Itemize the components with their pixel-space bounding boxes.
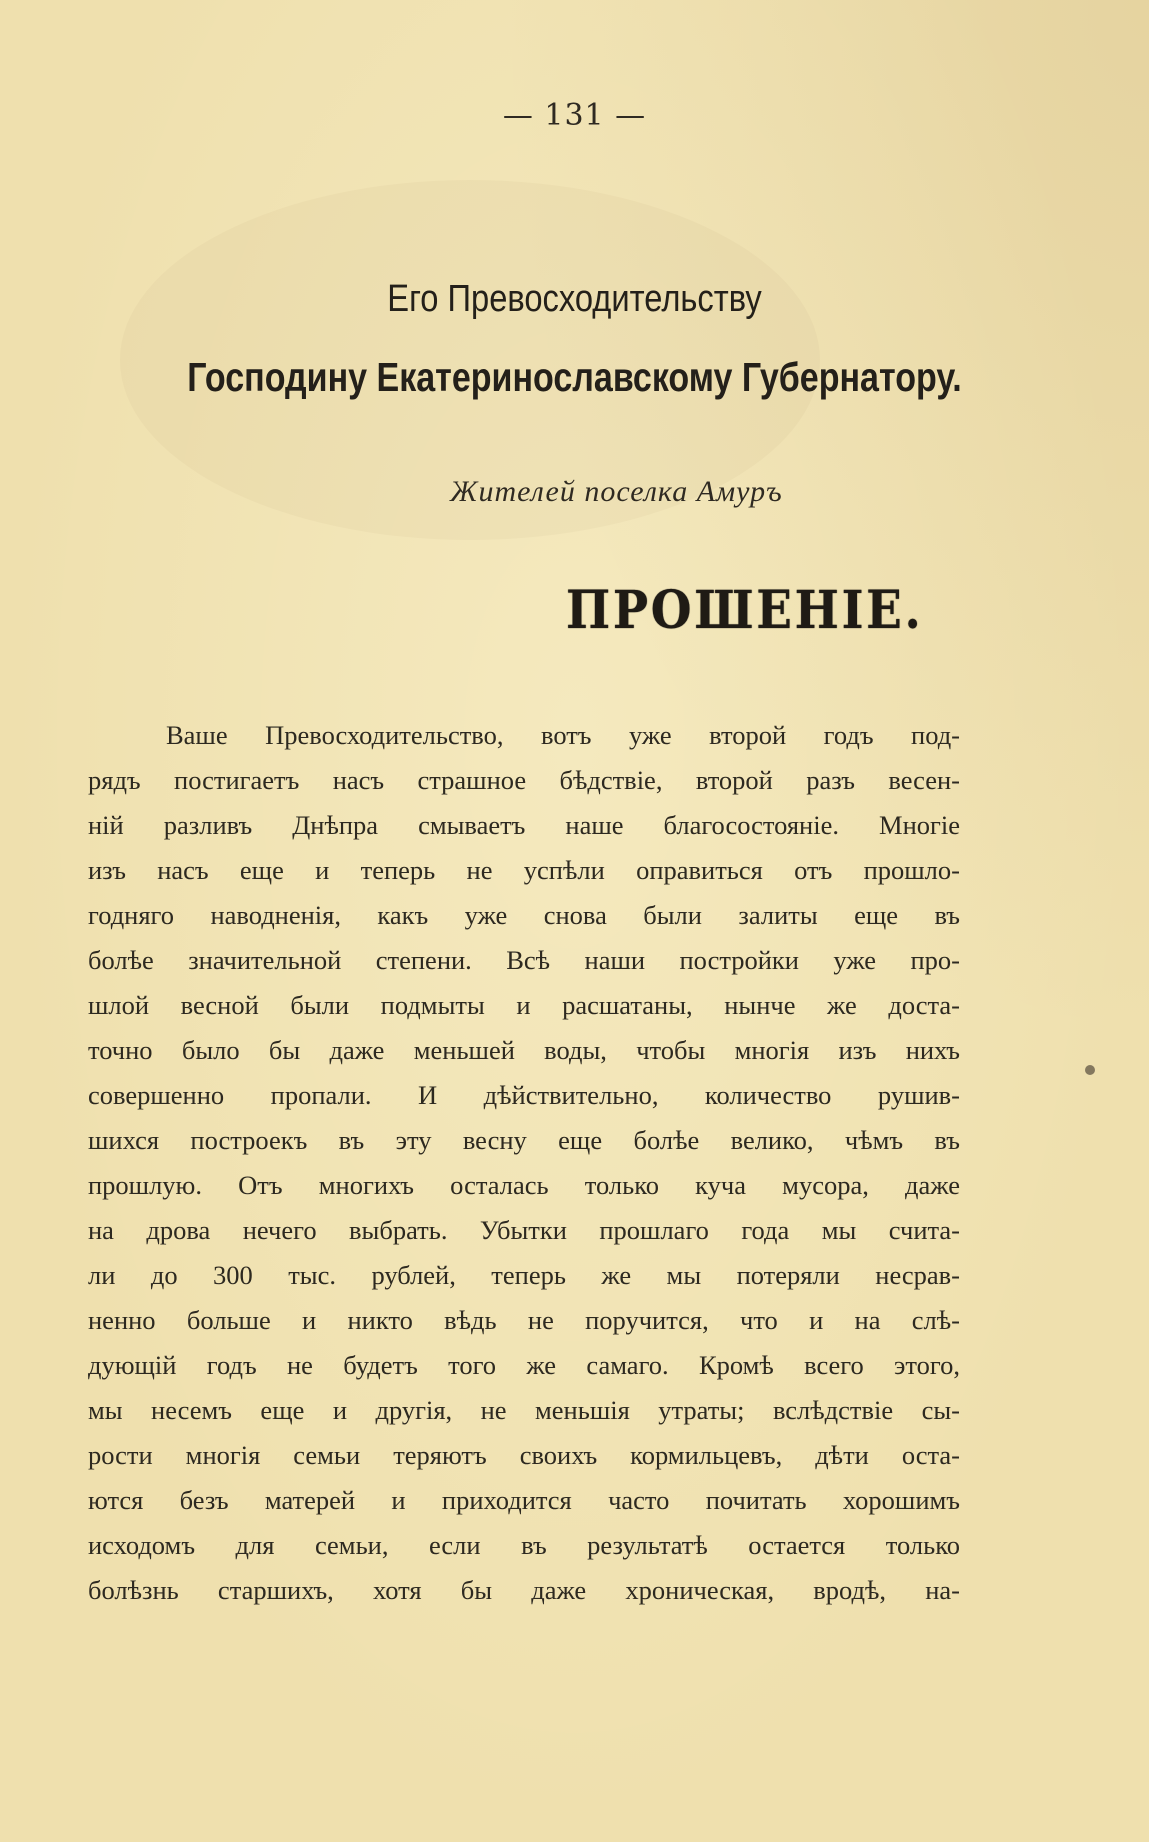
body-line: ненно больше и никто вѣдь не поручится, что и на слѣ- (88, 1305, 960, 1335)
body-line: изъ насъ еще и теперь не успѣли оправиться отъ прошло- (88, 855, 960, 885)
body-line: болѣе значительной степени. Всѣ наши постройки уже про- (88, 945, 960, 975)
body-line: исходомъ для семьи, если въ результатѣ остается только (88, 1530, 960, 1560)
body-line: точно было бы даже меньшей воды, чтобы многія изъ нихъ (88, 1035, 960, 1065)
addressee-line-1: Его Превосходительству (387, 278, 762, 320)
body-line: болѣзнь старшихъ, хотя бы даже хроническая, вродѣ, на- (88, 1575, 960, 1605)
body-line: шихся построекъ въ эту весну еще болѣе велико, чѣмъ въ (88, 1125, 960, 1155)
body-line: ются безъ матерей и приходится часто почитать хорошимъ (88, 1485, 960, 1515)
petitioners-line: Жителей поселка Амуръ (450, 475, 783, 508)
body-line: годняго наводненія, какъ уже снова были залиты еще въ (88, 900, 960, 930)
page-number: — 131 — (502, 98, 647, 133)
addressee-line-2: Господину Екатеринославскому Губернатору. (187, 354, 962, 400)
body-line: дующій годъ не будетъ того же самаго. Кромѣ всего этого, (88, 1350, 960, 1380)
body-line: на дрова нечего выбрать. Убытки прошлаго года мы счита- (88, 1215, 960, 1245)
body-line: прошлую. Отъ многихъ осталась только куча мусора, даже (88, 1170, 960, 1200)
body-line: рости многія семьи теряютъ своихъ кормильцевъ, дѣти оста- (88, 1440, 960, 1470)
body-line: ли до 300 тыс. рублей, теперь же мы потеряли несрав- (88, 1260, 960, 1290)
body-line: рядъ постигаетъ насъ страшное бѣдствіе, второй разъ весен- (88, 765, 960, 795)
paper-stain (1085, 1065, 1095, 1075)
petition-body (88, 713, 960, 1613)
document-title: ПРОШЕНІЕ. (566, 580, 924, 641)
body-line: совершенно пропали. И дѣйствительно, количество рушив- (88, 1080, 960, 1110)
body-line: ній разливъ Днѣпра смываетъ наше благосостояніе. Многіе (88, 810, 960, 840)
body-line: шлой весной были подмыты и расшатаны, нынче же доста- (88, 990, 960, 1020)
body-line: мы несемъ еще и другія, не меньшія утраты; вслѣдствіе сы- (88, 1395, 960, 1425)
body-line: Ваше Превосходительство, вотъ уже второй годъ под- (166, 720, 960, 750)
